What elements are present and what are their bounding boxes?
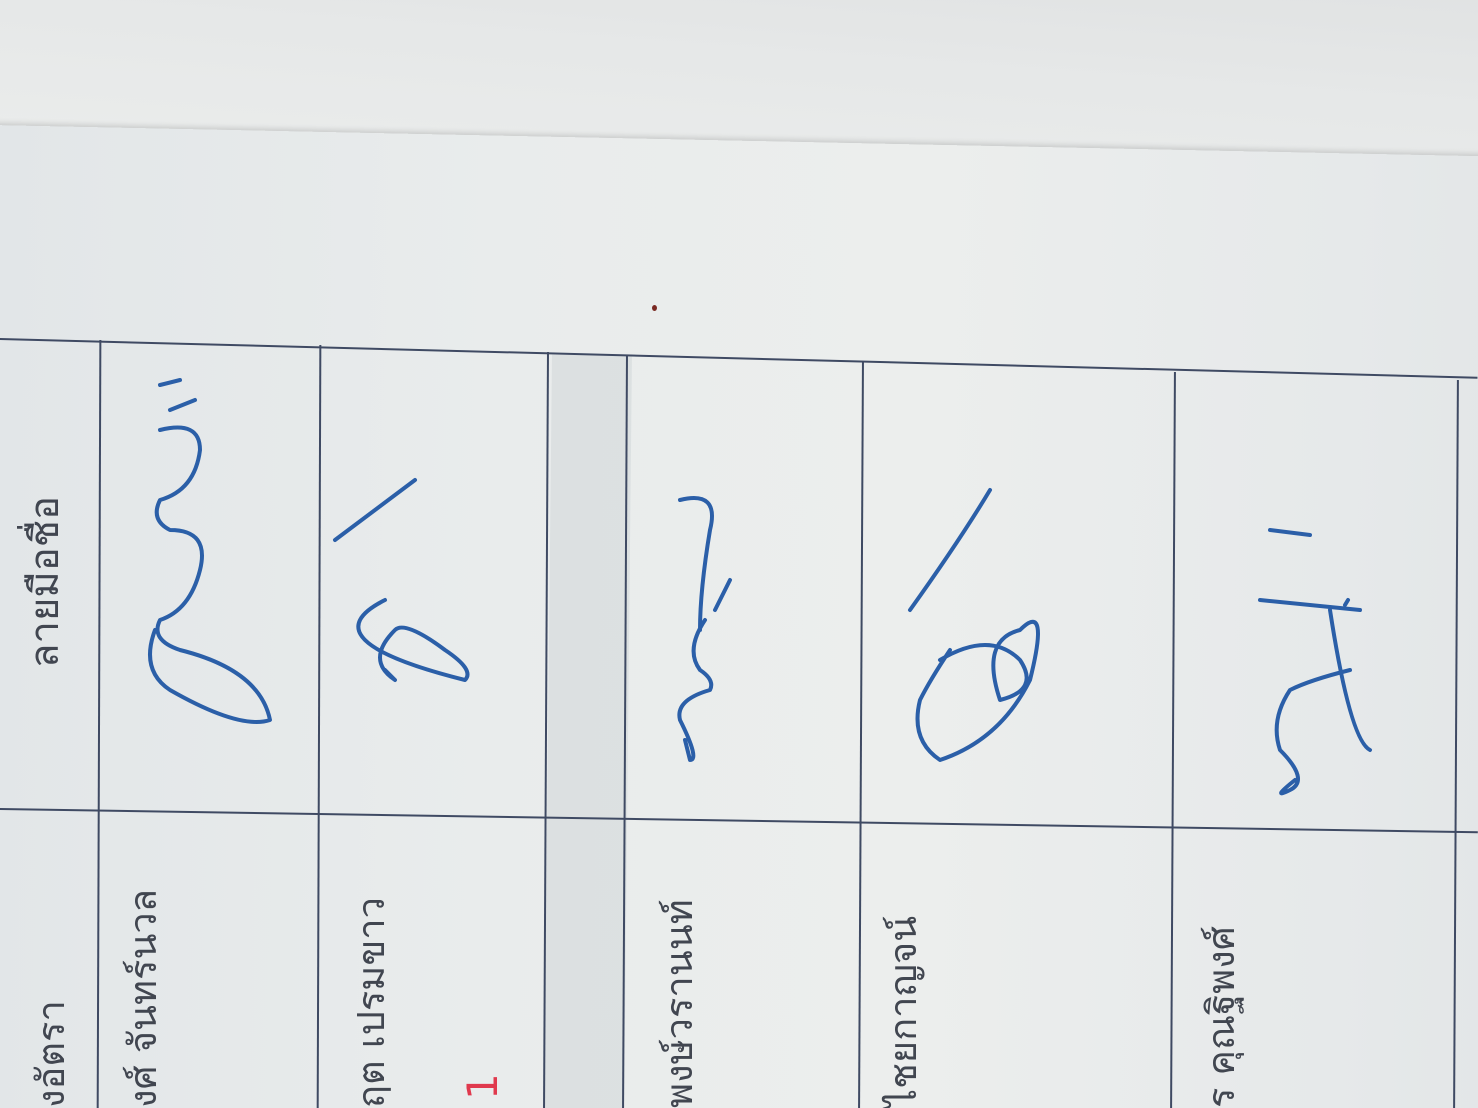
row-name: ไชยกาญจน์ xyxy=(881,915,925,1108)
table-line xyxy=(1170,372,1176,1108)
table-line xyxy=(858,362,864,1108)
signature-row-5 xyxy=(900,480,1070,790)
table-line xyxy=(0,808,1478,833)
table-line xyxy=(317,345,322,1108)
signature-row-2 xyxy=(325,470,485,710)
table-line xyxy=(97,340,102,1108)
signature-row-6 xyxy=(1250,520,1400,810)
signature-row-1 xyxy=(140,370,300,750)
row-name: ฤต เปรมขาว xyxy=(349,897,393,1108)
ink-dot xyxy=(652,305,657,311)
signature-row-4 xyxy=(660,490,770,780)
row-name: พงษ์วรานนท์ xyxy=(657,899,701,1108)
signature-column-header: ลายมือชื่อ xyxy=(22,496,68,668)
row-name: งศ์ จันทร์นวล xyxy=(121,888,165,1108)
table-line xyxy=(1453,380,1459,1108)
position-column-header: งอัตรา xyxy=(29,1000,73,1108)
shaded-column xyxy=(544,355,632,1108)
red-annotation-number: 1 xyxy=(458,1073,507,1100)
row-name: ร คุณฐิพงศ์ xyxy=(1199,926,1243,1108)
